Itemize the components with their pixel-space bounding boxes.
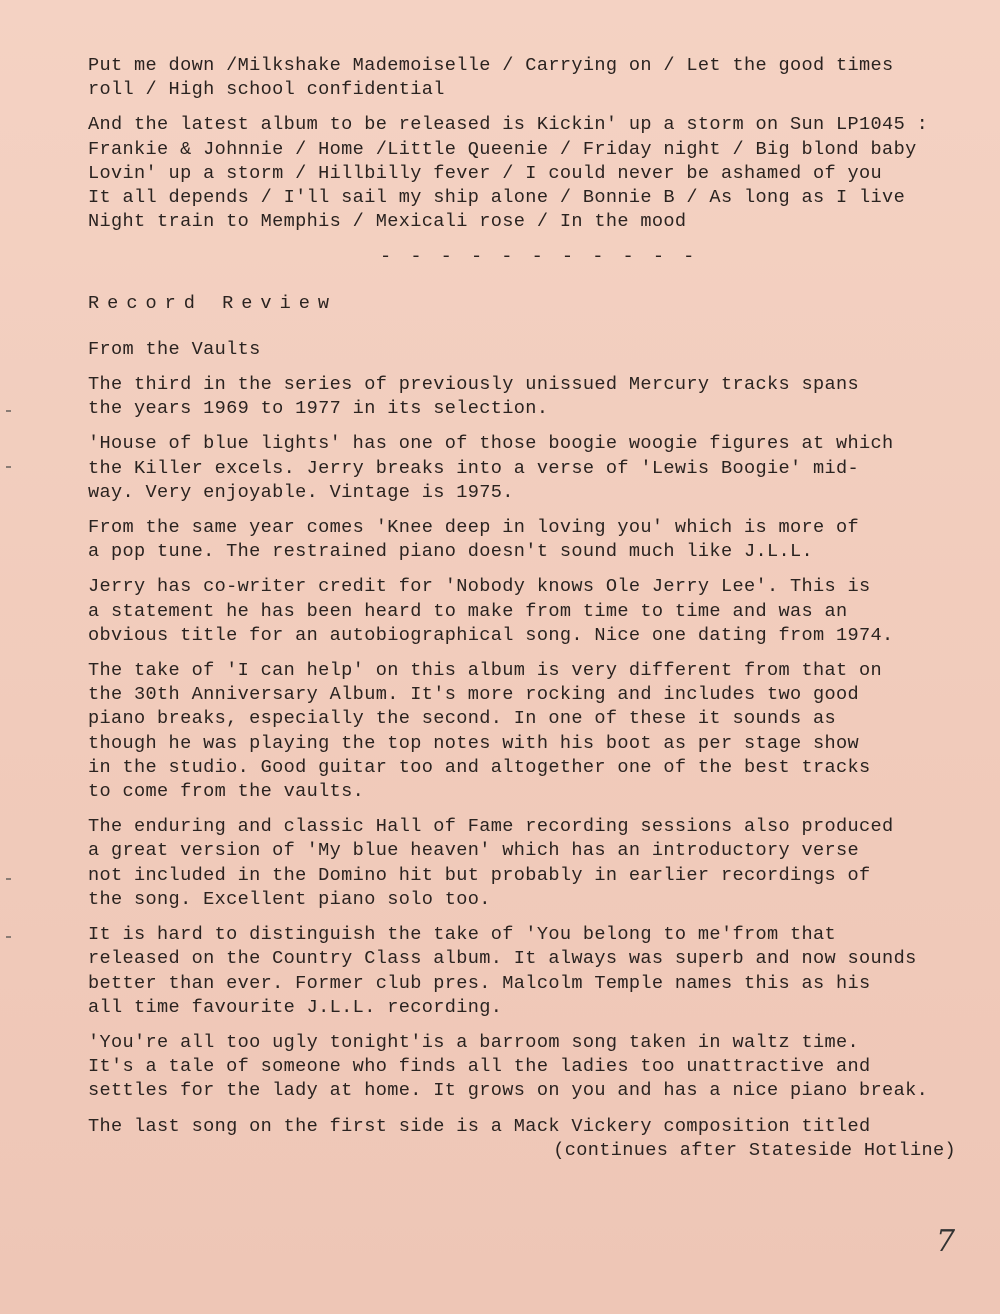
- text-line: Jerry has co-writer credit for 'Nobody knows Ole Jerry Lee'. This is: [88, 576, 871, 598]
- text-line: a statement he has been heard to make from time to time and was an: [88, 600, 848, 622]
- text-line: It is hard to distinguish the take of 'You belong to me'from that: [88, 924, 837, 946]
- text-line: obvious title for an autobiographical song. Nice one dating from 1974.: [88, 624, 894, 646]
- text-line: 'You're all too ugly tonight'is a barroom song taken in waltz time.: [88, 1031, 860, 1053]
- punch-mark: [6, 878, 11, 880]
- text-line: all time favourite J.L.L. recording.: [88, 996, 503, 1018]
- continuation-note: (continues after Stateside Hotline): [553, 1139, 956, 1161]
- text-line: the Killer excels. Jerry breaks into a verse of 'Lewis Boogie' mid-: [88, 457, 860, 479]
- review-paragraph: [88, 1031, 968, 1104]
- text-line: And the latest album to be released is Kickin' up a storm on Sun LP1045 :: [88, 114, 929, 136]
- review-paragraph: [88, 432, 968, 505]
- punch-mark: [6, 410, 11, 412]
- text-line: the years 1969 to 1977 in its selection.: [88, 398, 549, 420]
- document-body: [88, 54, 968, 1163]
- text-line: It all depends / I'll sail my ship alone / Bonnie B / As long as I live: [88, 187, 906, 209]
- review-paragraph: [88, 373, 968, 421]
- track-list-intro: [88, 54, 968, 102]
- punch-mark: [6, 466, 11, 468]
- text-line: roll / High school confidential: [88, 79, 445, 101]
- text-line: released on the Country Class album. It always was superb and now sounds: [88, 948, 917, 970]
- review-paragraph: [88, 575, 968, 648]
- text-line: to come from the vaults.: [88, 781, 365, 803]
- section-heading: Record Review: [88, 292, 338, 314]
- review-paragraph: [88, 815, 968, 912]
- punch-mark: [6, 936, 11, 938]
- text-line: settles for the lady at home. It grows on you and has a nice piano break.: [88, 1080, 929, 1102]
- text-line: piano breaks, especially the second. In one of these it sounds as: [88, 708, 837, 730]
- review-paragraph: [88, 659, 968, 804]
- text-line: not included in the Domino hit but probably in earlier recordings of: [88, 864, 871, 886]
- text-line: the 30th Anniversary Album. It's more rocking and includes two good: [88, 684, 860, 706]
- text-line: though he was playing the top notes with his boot as per stage show: [88, 732, 860, 754]
- text-line: 'House of blue lights' has one of those boogie woogie figures at which: [88, 433, 894, 455]
- text-line: way. Very enjoyable. Vintage is 1975.: [88, 481, 514, 503]
- text-line: Lovin' up a storm / Hillbilly fever / I could never be ashamed of you: [88, 162, 883, 184]
- page-number: 7: [936, 1224, 956, 1259]
- text-line: in the studio. Good guitar too and altogether one of the best tracks: [88, 756, 871, 778]
- text-line: better than ever. Former club pres. Malcolm Temple names this as his: [88, 972, 871, 994]
- text-line: Put me down /Milkshake Mademoiselle / Carrying on / Let the good times: [88, 55, 894, 76]
- text-line: The take of 'I can help' on this album is very different from that on: [88, 660, 883, 682]
- text-line: It's a tale of someone who finds all the ladies too unattractive and: [88, 1056, 871, 1078]
- text-line: a pop tune. The restrained piano doesn't sound much like J.L.L.: [88, 541, 814, 563]
- text-line: From the same year comes 'Knee deep in loving you' which is more of: [88, 517, 860, 539]
- text-line: The last song on the first side is a Mack Vickery composition titled: [88, 1115, 871, 1137]
- text-line: Frankie & Johnnie / Home /Little Queenie / Friday night / Big blond baby: [88, 138, 917, 160]
- subheading: From the Vaults: [88, 338, 261, 360]
- section-separator: - - - - - - - - - - -: [380, 246, 699, 268]
- text-line: The enduring and classic Hall of Fame recording sessions also produced: [88, 816, 894, 838]
- text-line: Night train to Memphis / Mexicali rose / In the mood: [88, 211, 687, 233]
- review-paragraph: [88, 923, 968, 1020]
- review-paragraph: [88, 1115, 968, 1163]
- text-line: the song. Excellent piano solo too.: [88, 888, 491, 910]
- review-paragraph: [88, 516, 968, 564]
- latest-album-list: [88, 113, 968, 234]
- text-line: The third in the series of previously unissued Mercury tracks spans: [88, 374, 860, 396]
- text-line: a great version of 'My blue heaven' which has an introductory verse: [88, 840, 860, 862]
